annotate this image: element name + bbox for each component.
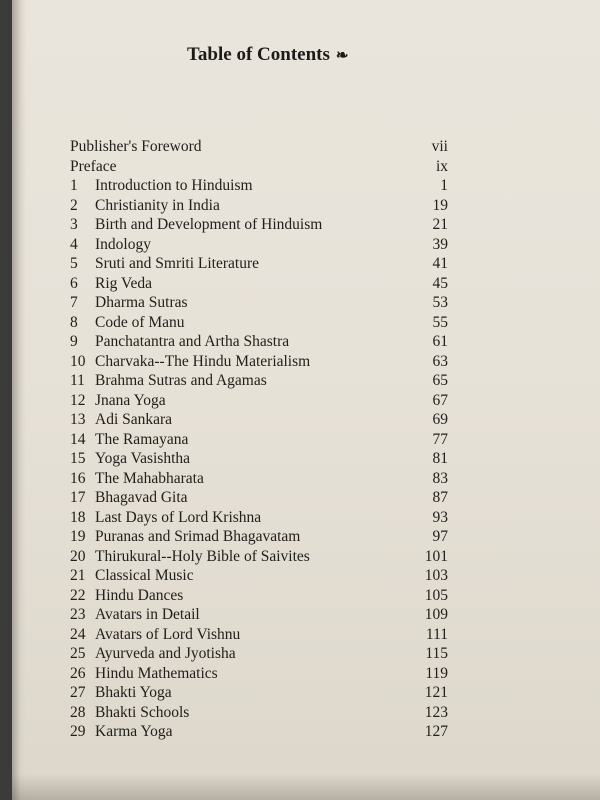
toc-chapter-row	[70, 313, 460, 333]
toc-chapter-row	[70, 274, 460, 294]
toc-entry-title: The Mahabharata	[95, 469, 204, 487]
toc-page-number: 119	[425, 664, 448, 682]
toc-page-number: 105	[424, 586, 448, 604]
toc-chapter-row	[70, 488, 460, 508]
toc-chapter-number: 20	[70, 547, 86, 565]
toc-chapter-row	[70, 254, 460, 274]
toc-entry-title: Publisher's Foreword	[70, 138, 202, 155]
toc-page-number: 121	[424, 684, 448, 701]
toc-chapter-row	[70, 430, 460, 450]
toc-page-number: 93	[432, 508, 448, 526]
toc-chapter-row	[70, 352, 460, 372]
toc-page-number: 39	[432, 235, 448, 253]
page-title	[187, 44, 348, 66]
toc-entry-title: The Ramayana	[95, 430, 189, 448]
toc-entry-title: Sruti and Smriti Literature	[95, 255, 260, 272]
toc-front-matter-row	[70, 157, 460, 177]
toc-chapter-row	[70, 547, 460, 567]
toc-page-number: 81	[432, 450, 448, 467]
toc-entry-title: Bhagavad Gita	[95, 489, 188, 506]
toc-chapter-row	[70, 586, 460, 606]
toc-chapter-row	[70, 527, 460, 547]
toc-chapter-row	[70, 293, 460, 313]
toc-chapter-row	[70, 605, 460, 625]
toc-entry-title: Dharma Sutras	[95, 294, 188, 311]
toc-page-number: 61	[432, 333, 448, 350]
toc-chapter-row	[70, 469, 460, 489]
toc-page-number: 127	[424, 723, 448, 740]
toc-chapter-number: 11	[70, 372, 85, 389]
toc-chapter-number: 6	[70, 274, 78, 292]
toc-entry-title: Panchatantra and Artha Shastra	[95, 333, 290, 350]
toc-chapter-number: 28	[70, 703, 86, 721]
toc-chapter-row	[70, 196, 460, 216]
toc-entry-title: Thirukural--Holy Bible of Saivites	[95, 547, 310, 565]
toc-chapter-number: 14	[70, 430, 86, 448]
toc-page-number: 97	[432, 528, 448, 545]
toc-chapter-number: 1	[70, 177, 78, 194]
toc-page-number: 101	[424, 547, 448, 565]
toc-page-number: 19	[432, 196, 448, 214]
toc-chapter-row	[70, 625, 460, 645]
toc-chapter-number: 17	[70, 489, 86, 506]
toc-page-number: 77	[432, 430, 448, 448]
toc-entry-title: Rig Veda	[95, 274, 152, 292]
toc-chapter-number: 25	[70, 645, 86, 662]
toc-entry-title: Puranas and Srimad Bhagavatam	[95, 528, 301, 545]
table-of-contents	[70, 137, 460, 742]
toc-chapter-number: 27	[70, 684, 86, 701]
toc-chapter-number: 2	[70, 196, 78, 214]
toc-entry-title: Ayurveda and Jyotisha	[95, 645, 236, 662]
page-bottom-shadow	[12, 774, 600, 800]
toc-front-matter-row	[70, 137, 460, 157]
toc-entry-title: Avatars of Lord Vishnu	[95, 625, 241, 643]
toc-chapter-row	[70, 371, 460, 391]
toc-entry-title: Indology	[95, 235, 151, 253]
toc-entry-title: Code of Manu	[95, 313, 185, 331]
toc-chapter-number: 22	[70, 586, 86, 604]
toc-entry-title: Bhakti Yoga	[95, 684, 172, 701]
toc-entry-title: Preface	[70, 157, 117, 175]
toc-chapter-row	[70, 449, 460, 469]
toc-page-number: 87	[432, 489, 448, 506]
toc-page-number: 21	[432, 216, 448, 233]
toc-chapter-row	[70, 508, 460, 528]
toc-entry-title: Hindu Dances	[95, 586, 184, 604]
toc-entry-title: Adi Sankara	[95, 411, 173, 428]
toc-page-number: 63	[432, 352, 448, 370]
toc-entry-title: Avatars in Detail	[95, 606, 200, 623]
toc-chapter-number: 13	[70, 411, 86, 428]
toc-page-number: 69	[432, 411, 448, 428]
toc-page-number: 53	[432, 294, 448, 311]
toc-chapter-number: 15	[70, 450, 86, 467]
page-spine-shadow	[12, 0, 26, 800]
toc-chapter-number: 5	[70, 255, 78, 272]
toc-chapter-row	[70, 332, 460, 352]
toc-chapter-row	[70, 235, 460, 255]
toc-page-number: 67	[432, 391, 448, 409]
toc-chapter-number: 19	[70, 528, 86, 545]
toc-chapter-number: 26	[70, 664, 86, 682]
toc-page-number: 1	[440, 177, 448, 194]
toc-entry-title: Bhakti Schools	[95, 703, 190, 721]
toc-chapter-number: 23	[70, 606, 86, 623]
toc-page-number: 111	[425, 625, 448, 643]
toc-chapter-number: 18	[70, 508, 86, 526]
toc-page-number: 65	[432, 372, 448, 389]
toc-chapter-row	[70, 391, 460, 411]
toc-entry-title: Yoga Vasishtha	[95, 450, 191, 467]
toc-chapter-row	[70, 683, 460, 703]
toc-entry-title: Introduction to Hinduism	[95, 177, 253, 194]
toc-page-number: 45	[432, 274, 448, 292]
toc-entry-title: Jnana Yoga	[95, 391, 166, 409]
toc-chapter-number: 3	[70, 216, 78, 233]
toc-chapter-number: 7	[70, 294, 78, 311]
toc-chapter-number: 10	[70, 352, 86, 370]
ornament-icon: ❧	[335, 48, 349, 64]
toc-page-number: 83	[432, 469, 448, 487]
toc-chapter-row	[70, 664, 460, 684]
toc-chapter-number: 24	[70, 625, 86, 643]
toc-chapter-number: 16	[70, 469, 86, 487]
toc-page-number: 103	[424, 567, 448, 584]
toc-page-number: 109	[424, 606, 448, 623]
book-page	[12, 0, 600, 800]
toc-page-number: 41	[432, 255, 448, 272]
toc-chapter-number: 12	[70, 391, 86, 409]
toc-chapter-row	[70, 644, 460, 664]
toc-chapter-row	[70, 722, 460, 742]
toc-chapter-number: 21	[70, 567, 86, 584]
toc-chapter-row	[70, 410, 460, 430]
toc-chapter-row	[70, 176, 460, 196]
toc-chapter-number: 8	[70, 313, 78, 331]
toc-page-number: ix	[435, 157, 448, 175]
toc-chapter-row	[70, 215, 460, 235]
toc-entry-title: Hindu Mathematics	[95, 664, 218, 682]
toc-chapter-row	[70, 566, 460, 586]
toc-page-number: 123	[424, 703, 448, 721]
toc-entry-title: Birth and Development of Hinduism	[95, 216, 323, 233]
toc-entry-title: Charvaka--The Hindu Materialism	[95, 352, 311, 370]
toc-entry-title: Christianity in India	[95, 196, 220, 214]
toc-entry-title: Brahma Sutras and Agamas	[95, 372, 267, 389]
toc-page-number: 55	[432, 313, 448, 331]
toc-page-number: vii	[431, 138, 448, 155]
toc-entry-title: Classical Music	[95, 567, 194, 584]
toc-chapter-number: 9	[70, 333, 78, 350]
toc-chapter-row	[70, 703, 460, 723]
toc-chapter-number: 29	[70, 723, 86, 740]
toc-entry-title: Last Days of Lord Krishna	[95, 508, 262, 526]
page-title-text: Table of Contents	[187, 44, 330, 65]
toc-chapter-number: 4	[70, 235, 78, 253]
toc-entry-title: Karma Yoga	[95, 723, 173, 740]
toc-page-number: 115	[425, 645, 448, 662]
